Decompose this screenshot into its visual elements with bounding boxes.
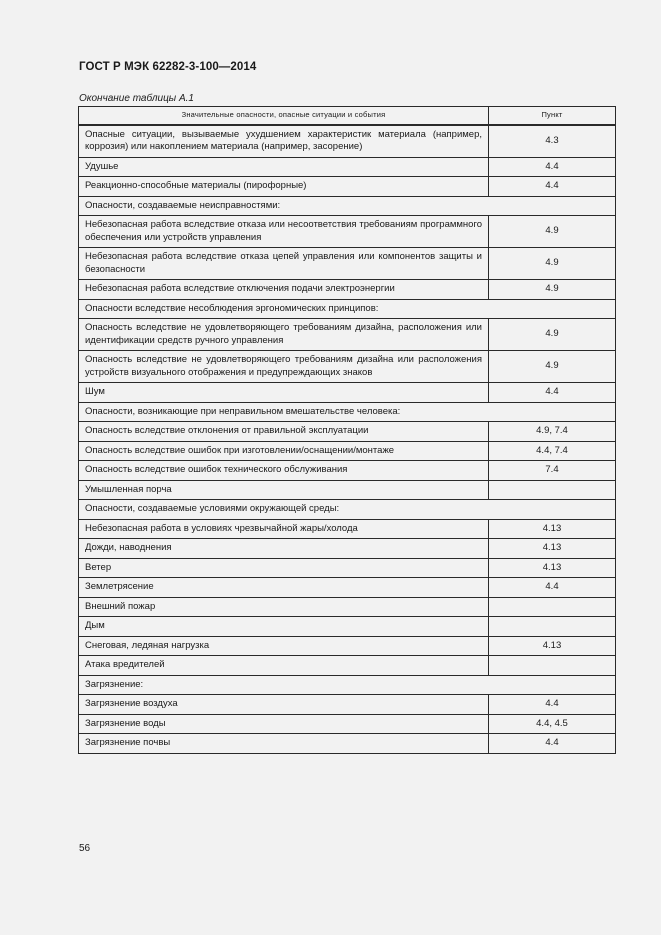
clause-cell: 4.13 bbox=[489, 539, 616, 559]
section-heading-cell: Загрязнение: bbox=[79, 675, 616, 695]
table-header-row bbox=[79, 107, 616, 125]
hazard-cell: Опасность вследствие не удовлетворяющего требованиям дизайна, расположения или идентификации средств ручного управления bbox=[79, 319, 489, 351]
table-section-row bbox=[79, 402, 616, 422]
hazard-cell: Атака вредителей bbox=[79, 656, 489, 676]
clause-cell: 4.4 bbox=[489, 383, 616, 403]
table-section-row bbox=[79, 500, 616, 520]
table-row bbox=[79, 558, 616, 578]
hazard-cell: Небезопасная работа вследствие отказа цепей управления или компонентов защиты и безопасности bbox=[79, 248, 489, 280]
hazard-cell: Внешний пожар bbox=[79, 597, 489, 617]
table-section-row bbox=[79, 675, 616, 695]
hazard-cell: Опасные ситуации, вызываемые ухудшением характеристик материала (например, коррозия) или накоплением материала (например, засорение) bbox=[79, 125, 489, 158]
hazard-cell: Небезопасная работа вследствие отключения подачи электроэнергии bbox=[79, 280, 489, 300]
clause-cell: 4.9 bbox=[489, 319, 616, 351]
clause-cell: 4.4 bbox=[489, 177, 616, 197]
section-heading-cell: Опасности вследствие несоблюдения эргономических принципов: bbox=[79, 299, 616, 319]
hazard-cell: Ветер bbox=[79, 558, 489, 578]
table-row bbox=[79, 280, 616, 300]
clause-cell: 4.9, 7.4 bbox=[489, 422, 616, 442]
table-row bbox=[79, 714, 616, 734]
clause-cell: 4.13 bbox=[489, 636, 616, 656]
table-row bbox=[79, 177, 616, 197]
clause-cell: 4.4 bbox=[489, 695, 616, 715]
clause-cell: 4.9 bbox=[489, 216, 616, 248]
table-body bbox=[79, 125, 616, 754]
clause-cell: 4.4, 7.4 bbox=[489, 441, 616, 461]
table-row bbox=[79, 157, 616, 177]
clause-cell: 4.4, 4.5 bbox=[489, 714, 616, 734]
clause-cell bbox=[489, 480, 616, 500]
clause-cell: 4.4 bbox=[489, 157, 616, 177]
table-row bbox=[79, 636, 616, 656]
table-row bbox=[79, 656, 616, 676]
table-row bbox=[79, 597, 616, 617]
clause-cell: 4.4 bbox=[489, 734, 616, 754]
page-number: 56 bbox=[79, 843, 91, 854]
clause-cell: 4.13 bbox=[489, 558, 616, 578]
table-row bbox=[79, 216, 616, 248]
hazard-cell: Шум bbox=[79, 383, 489, 403]
clause-cell bbox=[489, 656, 616, 676]
table-row bbox=[79, 539, 616, 559]
clause-cell: 7.4 bbox=[489, 461, 616, 481]
clause-cell: 4.9 bbox=[489, 280, 616, 300]
hazard-cell: Опасность вследствие ошибок технического обслуживания bbox=[79, 461, 489, 481]
table-row bbox=[79, 461, 616, 481]
table-row bbox=[79, 125, 616, 158]
table-row bbox=[79, 617, 616, 637]
table-row bbox=[79, 695, 616, 715]
table-section-row bbox=[79, 196, 616, 216]
hazard-cell: Загрязнение воздуха bbox=[79, 695, 489, 715]
hazard-cell: Реакционно-способные материалы (пирофорные) bbox=[79, 177, 489, 197]
table-row bbox=[79, 480, 616, 500]
table-row bbox=[79, 383, 616, 403]
table-section-row bbox=[79, 299, 616, 319]
hazard-cell: Удушье bbox=[79, 157, 489, 177]
table-row bbox=[79, 519, 616, 539]
hazard-cell: Дожди, наводнения bbox=[79, 539, 489, 559]
section-heading-cell: Опасности, создаваемые неисправностями: bbox=[79, 196, 616, 216]
table-row bbox=[79, 422, 616, 442]
clause-cell bbox=[489, 617, 616, 637]
table-row bbox=[79, 441, 616, 461]
column-header-hazards: Значительные опасности, опасные ситуации и события bbox=[79, 107, 489, 125]
hazard-cell: Загрязнение воды bbox=[79, 714, 489, 734]
clause-cell: 4.9 bbox=[489, 248, 616, 280]
table-row bbox=[79, 734, 616, 754]
clause-cell bbox=[489, 597, 616, 617]
hazard-cell: Небезопасная работа вследствие отказа или несоответствия требованиям программного обеспечения или устройств управления bbox=[79, 216, 489, 248]
clause-cell: 4.13 bbox=[489, 519, 616, 539]
hazard-cell: Опасность вследствие отклонения от правильной эксплуатации bbox=[79, 422, 489, 442]
hazard-cell: Опасность вследствие не удовлетворяющего требованиям дизайна или расположения устройств визуального отображения и предупреждающих знаков bbox=[79, 351, 489, 383]
section-heading-cell: Опасности, создаваемые условиями окружающей среды: bbox=[79, 500, 616, 520]
standard-header: ГОСТ Р МЭК 62282-3-100—2014 bbox=[79, 61, 257, 73]
table-row bbox=[79, 578, 616, 598]
hazard-cell: Загрязнение почвы bbox=[79, 734, 489, 754]
section-heading-cell: Опасности, возникающие при неправильном вмешательстве человека: bbox=[79, 402, 616, 422]
hazard-cell: Дым bbox=[79, 617, 489, 637]
table-caption: Окончание таблицы А.1 bbox=[79, 93, 194, 104]
table-row bbox=[79, 248, 616, 280]
clause-cell: 4.9 bbox=[489, 351, 616, 383]
hazards-table bbox=[78, 106, 616, 754]
hazard-cell: Снеговая, ледяная нагрузка bbox=[79, 636, 489, 656]
hazard-cell: Небезопасная работа в условиях чрезвычайной жары/холода bbox=[79, 519, 489, 539]
hazard-cell: Опасность вследствие ошибок при изготовлении/оснащении/монтаже bbox=[79, 441, 489, 461]
table-row bbox=[79, 319, 616, 351]
hazard-cell: Землетрясение bbox=[79, 578, 489, 598]
clause-cell: 4.3 bbox=[489, 125, 616, 158]
column-header-clause: Пункт bbox=[489, 107, 616, 125]
table-row bbox=[79, 351, 616, 383]
clause-cell: 4.4 bbox=[489, 578, 616, 598]
hazard-cell: Умышленная порча bbox=[79, 480, 489, 500]
